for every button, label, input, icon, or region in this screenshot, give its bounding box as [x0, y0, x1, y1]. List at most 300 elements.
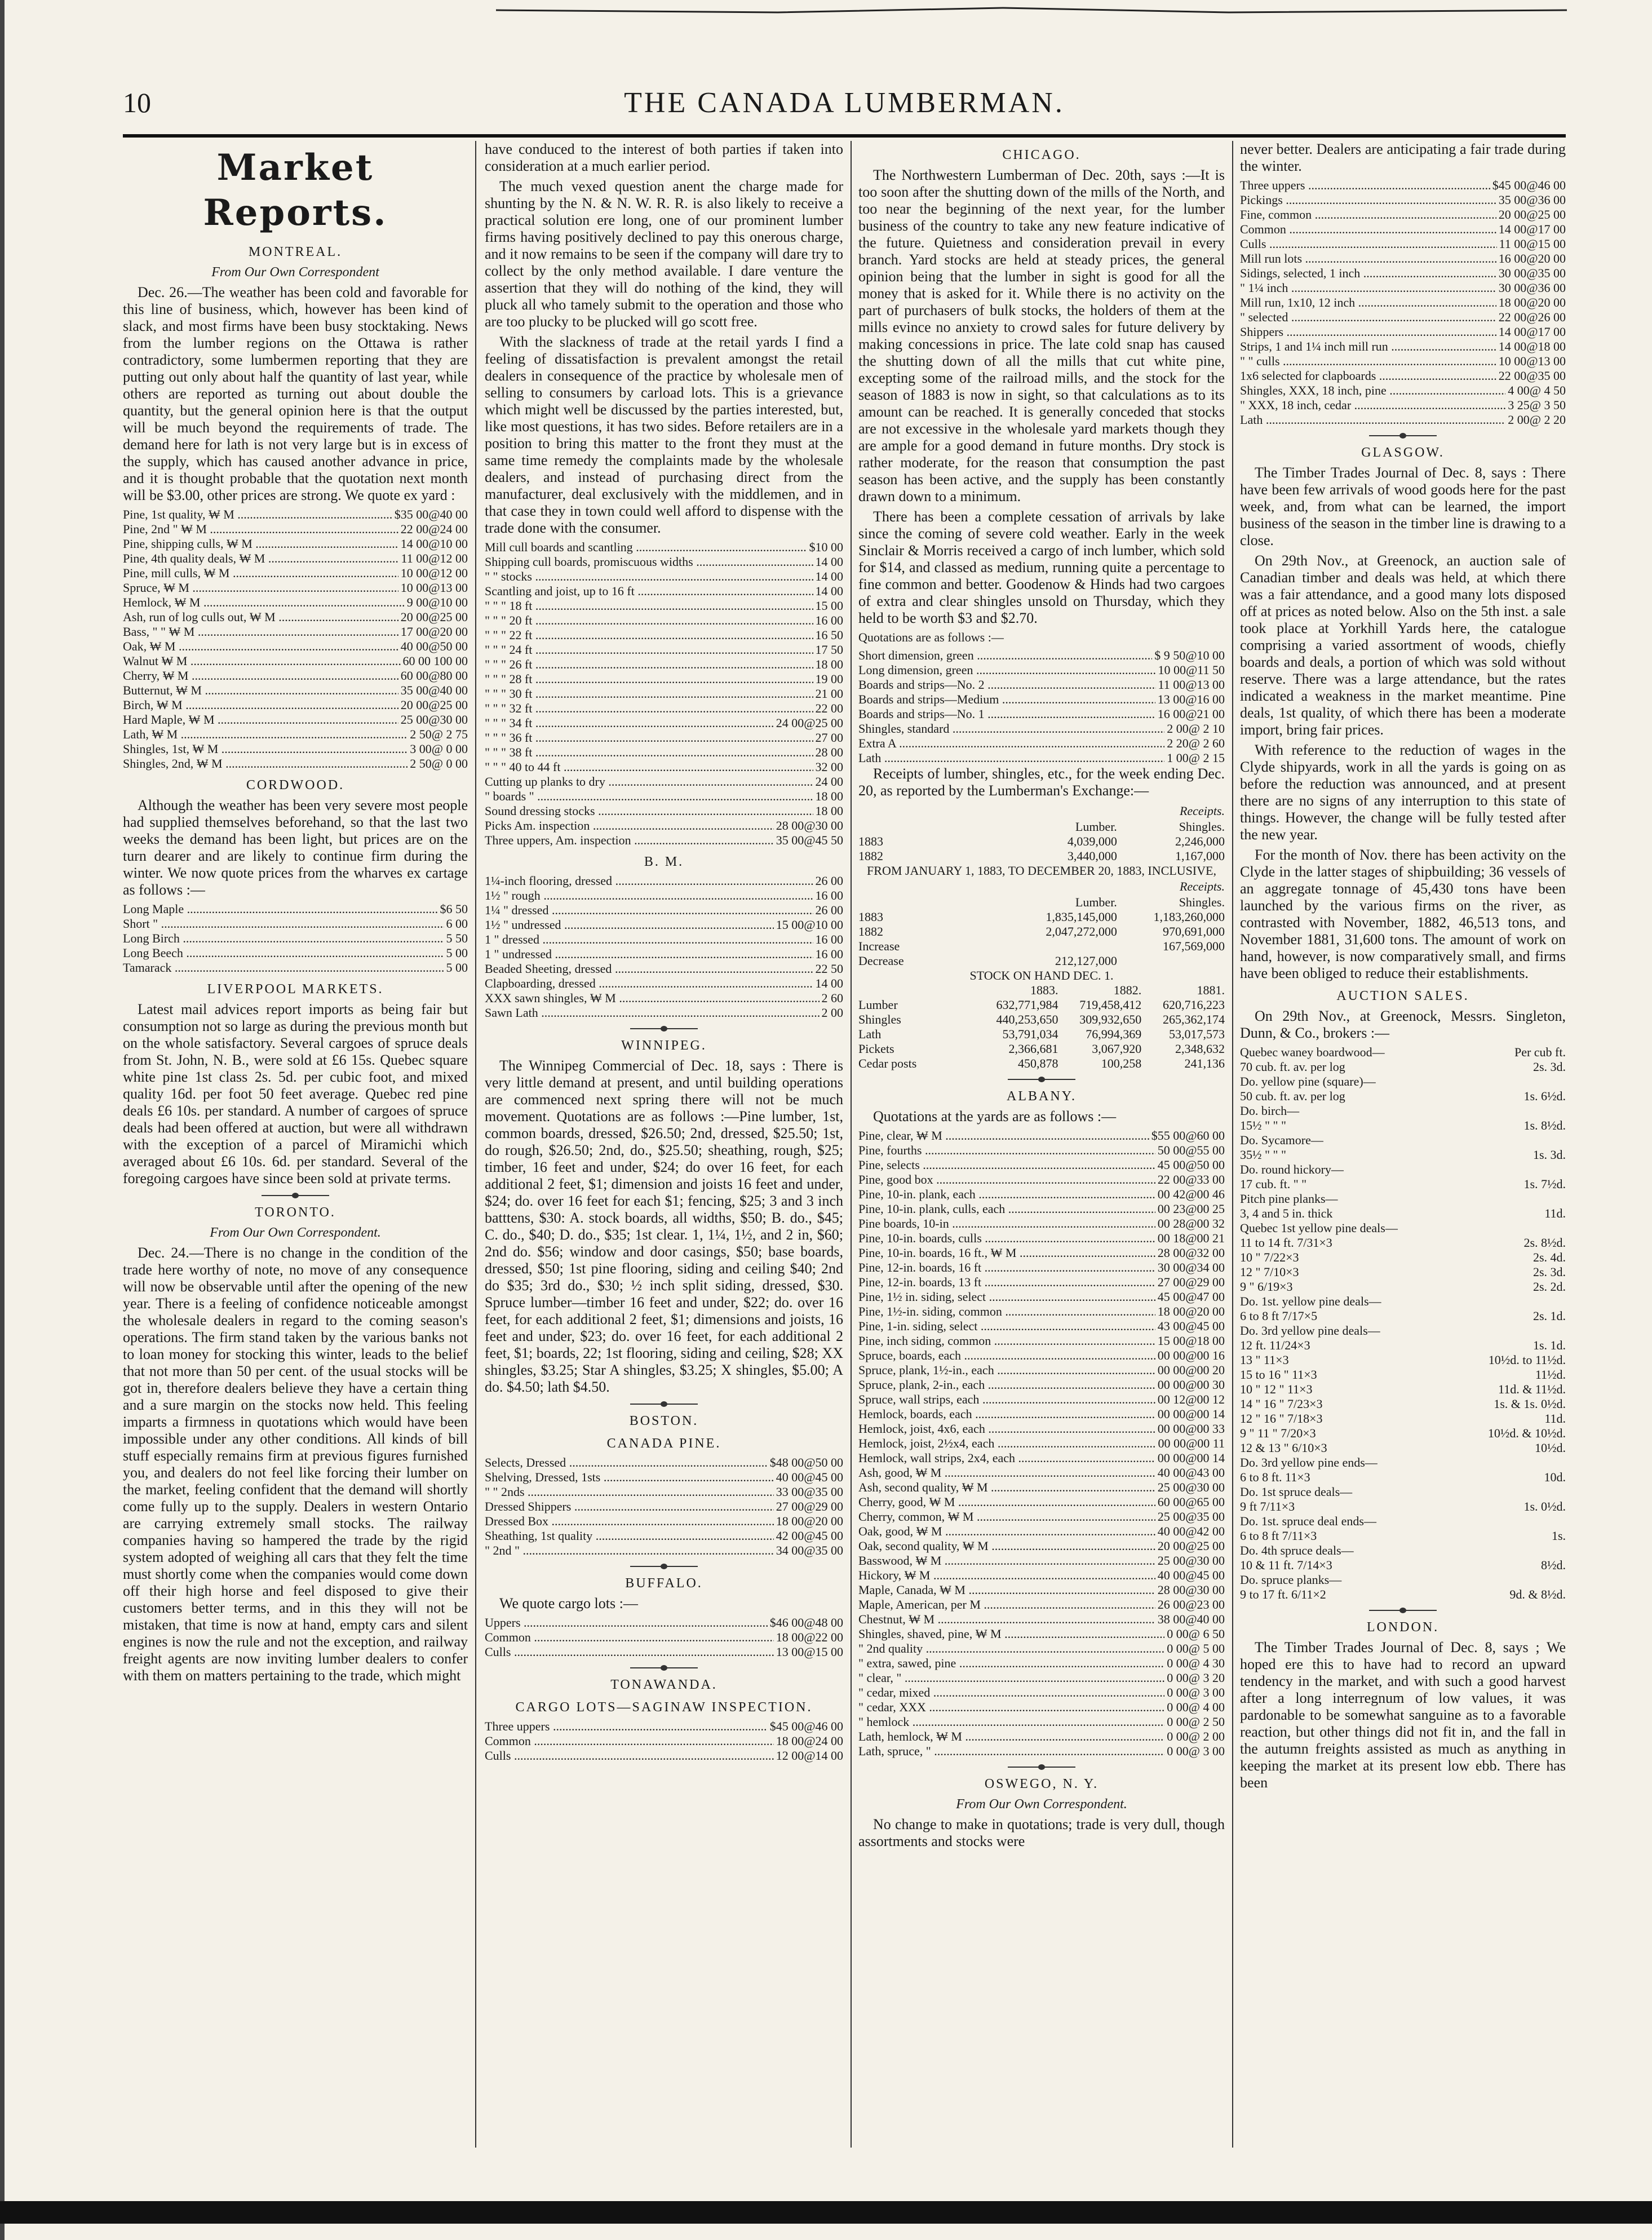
- table-cell: [858, 820, 1009, 834]
- price-row: [1240, 266, 1566, 281]
- price-row: [123, 669, 468, 683]
- price-value: 9 00@10 00: [406, 595, 468, 609]
- price-item: 1¼-inch flooring, dressed .....: [485, 874, 813, 888]
- price-value: 38 00@40 00: [1157, 1612, 1225, 1626]
- price-row: [858, 1187, 1225, 1202]
- price-row: [123, 595, 468, 610]
- price-row: [858, 648, 1225, 663]
- table-cell: [1430, 1192, 1566, 1206]
- price-item: Spruce, ₩ M .....: [123, 581, 398, 595]
- table-row: [858, 820, 1225, 834]
- price-item: " " " 38 ft .....: [485, 745, 813, 760]
- section-divider: [630, 1566, 698, 1567]
- price-value: 00 00@00 14: [1157, 1451, 1225, 1465]
- table-cell: 2,246,000: [1175, 834, 1225, 848]
- price-row: [858, 751, 1225, 765]
- price-value: 40 00@45 00: [776, 1470, 843, 1484]
- price-row: [1240, 251, 1566, 266]
- price-value: 12 00@14 00: [776, 1748, 843, 1763]
- price-item: " 1¼ inch .....: [1240, 281, 1496, 295]
- stock-caption: STOCK ON HAND DEC. 1.: [969, 968, 1114, 982]
- price-item: Pine, mill culls, ₩ M .....: [123, 566, 398, 581]
- section-divider: [630, 1667, 698, 1668]
- price-row: [485, 976, 843, 991]
- price-value: 20 00@25 00: [400, 698, 468, 712]
- oswego-report: No change to make in quotations; trade is very dull, though assortments and stocks were: [858, 1816, 1225, 1849]
- price-value: 28 00@32 00: [1157, 1246, 1225, 1260]
- price-row: [485, 599, 843, 613]
- table-cell: [1430, 1573, 1566, 1587]
- price-value: 14 00@17 00: [1498, 222, 1566, 236]
- toronto-report: Dec. 24.—There is no change in the condition of the trade here worthy of note, no move of any consequence will now be observable until after the opening of the new year. There is a feeling of confidence noticeable amongst the wholesale dealers in regard to the coming season's operations. The firm stand taken by the various banks not to loan money for stocking this winter, leads to the belief that not more than 50 per cent. of the usual stocks will be got in, therefore dealers believe they have a certain thing and a sure margin on the stocks now held. This feeling imparts a firmness in quotations which would have been impossible under any other conditions. All kinds of bill stuff especially remains firm at previous figures furnished you, and dealers do not feel like forcing their lumber on the market, feeling confident that the demand will shortly come fully up to the supply. Dealers in western Ontario are carrying extremely small stocks. The railway companies having so hampered the trade by the rigid system adopted of weighing all cars that they felt the time must shortly come when the companies would come down off their high horse and feel disposed to give their customers better terms, and in this they will not be mistaken, that time is now at hand, empty cars and silent engines is now the rule and not the exception, and railway freight agents are now inviting lumber dealers to confer with them on matters pertaining to the trade, which might: [123, 1245, 468, 1684]
- price-item: Mill cull boards and scantling .....: [485, 540, 807, 555]
- price-row: [485, 888, 843, 903]
- table-cell: Lumber.: [1075, 895, 1117, 909]
- table-cell: [858, 895, 1009, 910]
- price-row: [858, 1597, 1225, 1612]
- column-3: [858, 141, 1225, 2148]
- toronto-heading: TORONTO.: [255, 1205, 336, 1220]
- price-value: 16 00: [815, 932, 843, 946]
- price-row: [1240, 369, 1566, 383]
- price-item: Boards and strips—Medium .....: [858, 692, 1155, 707]
- price-value: 0 00@ 3 00: [1167, 1744, 1225, 1758]
- price-value: 5 50: [446, 931, 468, 945]
- price-row: [858, 1744, 1225, 1759]
- price-item: Chestnut, ₩ M .....: [858, 1612, 1155, 1627]
- price-item: Hickory, ₩ M .....: [858, 1568, 1155, 1583]
- price-item: Shingles, XXX, 18 inch, pine .....: [1240, 383, 1505, 398]
- price-item: Long dimension, green .....: [858, 663, 1156, 678]
- table-cell: Do. yellow pine (square)—: [1240, 1074, 1376, 1088]
- price-row: [485, 874, 843, 888]
- price-item: Hemlock, ₩ M .....: [123, 595, 405, 610]
- table-row: [1240, 1294, 1566, 1309]
- price-value: 0 00@ 2 50: [1167, 1715, 1225, 1729]
- price-row: [858, 1436, 1225, 1451]
- table-cell: Do. 1st spruce deals—: [1240, 1485, 1353, 1499]
- price-value: 21 00: [815, 687, 843, 701]
- oswego-price-list: [1240, 178, 1566, 427]
- price-row: [485, 687, 843, 701]
- table-cell: 1s. 6½d.: [1523, 1089, 1566, 1103]
- price-value: 15 00: [815, 599, 843, 613]
- table-cell: [858, 983, 975, 998]
- table-row: [858, 1056, 1225, 1071]
- price-item: Dressed Shippers .....: [485, 1499, 774, 1514]
- price-value: 30 00@36 00: [1498, 281, 1566, 295]
- price-item: Culls .....: [485, 1748, 774, 1763]
- table-row: [1240, 1221, 1566, 1236]
- price-value: 2 00@ 2 10: [1167, 721, 1225, 736]
- price-item: Culls .....: [1240, 237, 1497, 251]
- price-item: " " " 30 ft .....: [485, 687, 813, 701]
- table-cell: Do. Sycamore—: [1240, 1133, 1323, 1147]
- ytd-caption: FROM JANUARY 1, 1883, TO DECEMBER 20, 1883, INCLUSIVE,: [867, 864, 1216, 878]
- price-item: Beaded Sheeting, dressed .....: [485, 962, 813, 976]
- table-row: [858, 1012, 1225, 1027]
- toronto-report-cont: have conduced to the interest of both parties if taken into consideration at a much earlier period.: [485, 141, 843, 174]
- price-item: Ash, good, ₩ M .....: [858, 1466, 1155, 1480]
- price-item: Short dimension, green .....: [858, 648, 1152, 663]
- price-item: " clear, " .....: [858, 1671, 1164, 1685]
- glasgow-heading: GLASGOW.: [1361, 445, 1445, 460]
- table-cell: 11½d.: [1535, 1367, 1566, 1382]
- price-row: [123, 931, 468, 946]
- table-cell: 167,569,000: [1162, 939, 1225, 953]
- table-cell: Quebec 1st yellow pine deals—: [1240, 1221, 1398, 1235]
- table-row: [1240, 1587, 1566, 1602]
- price-row: [858, 1246, 1225, 1260]
- price-row: [485, 716, 843, 731]
- price-item: Pine, 1st quality, ₩ M .....: [123, 507, 392, 522]
- price-item: Pine, 12-in. boards, 16 ft .....: [858, 1260, 1155, 1275]
- table-cell: [1430, 1455, 1566, 1470]
- price-item: Scantling and joist, up to 16 ft .....: [485, 584, 813, 599]
- price-value: 14 00: [815, 555, 843, 569]
- table-cell: 35½ " " ": [1240, 1148, 1286, 1162]
- price-item: Sidings, selected, 1 inch .....: [1240, 266, 1496, 281]
- price-row: [1240, 178, 1566, 193]
- price-value: 30 00@34 00: [1157, 1260, 1225, 1274]
- chicago-arrivals: There has been a complete cessation of arrivals by lake since the coming of severe cold weather. Early in the week Sinclair & Morris received a cargo of inch lumber, which sold for $14, and classed as medium, running quite a percentage to fine common and better. Goodenow & Hinds had two cargoes of extra and clear shingles unsold on Thursday, which they held to be worth $3 and $2.70.: [858, 508, 1225, 626]
- table-cell: 4,039,000: [1067, 834, 1117, 848]
- price-value: 11 00@12 00: [401, 551, 468, 565]
- price-value: $46 00@48 00: [769, 1615, 843, 1630]
- price-value: $45 00@46 00: [769, 1719, 843, 1733]
- montreal-heading: MONTREAL.: [248, 245, 343, 259]
- price-value: 0 00@ 4 30: [1167, 1656, 1225, 1670]
- table-cell: 17 cub. ft. " ": [1240, 1177, 1307, 1191]
- price-value: 26 00@23 00: [1157, 1597, 1225, 1612]
- section-divider: [1008, 1079, 1075, 1080]
- table-cell: 620,716,223: [1163, 998, 1225, 1012]
- table-cell: 1s. 3d.: [1533, 1148, 1566, 1162]
- price-item: " " " 26 ft .....: [485, 657, 813, 672]
- table-cell: 11d.: [1544, 1206, 1566, 1220]
- price-item: Three uppers, Am. inspection .....: [485, 833, 774, 848]
- table-row: [1240, 1236, 1566, 1250]
- price-value: 00 23@00 25: [1157, 1202, 1225, 1216]
- price-row: [485, 818, 843, 833]
- price-value: 14 00@17 00: [1498, 325, 1566, 339]
- column-rule: [851, 141, 852, 2148]
- table-cell: [1009, 939, 1117, 954]
- table-row: [1240, 1455, 1566, 1470]
- price-row: [485, 760, 843, 774]
- table-cell: 1882.: [1113, 983, 1142, 997]
- table-row: [1240, 1382, 1566, 1397]
- table-cell: 6 to 8 ft. 11×3: [1240, 1470, 1310, 1484]
- price-value: 17 50: [815, 643, 843, 657]
- price-item: Birch, ₩ M .....: [123, 698, 398, 712]
- price-row: [858, 1583, 1225, 1597]
- receipts-label: Receipts.: [1179, 804, 1225, 818]
- oswego-byline: From Our Own Correspondent.: [956, 1797, 1127, 1812]
- price-row: [485, 628, 843, 643]
- price-row: [858, 1334, 1225, 1348]
- price-item: Sawn Lath .....: [485, 1006, 820, 1020]
- price-row: [858, 1216, 1225, 1231]
- price-value: 0 00@ 3 20: [1167, 1671, 1225, 1685]
- price-item: Shingles, standard .....: [858, 721, 1164, 736]
- price-value: 35 00@45 50: [776, 833, 843, 847]
- price-row: [1240, 207, 1566, 222]
- table-row: [1240, 1543, 1566, 1558]
- price-item: Hard Maple, ₩ M .....: [123, 712, 398, 727]
- section-divider: [262, 1195, 329, 1196]
- price-value: 27 00@29 00: [1157, 1275, 1225, 1289]
- winnipeg-heading: WINNIPEG.: [621, 1038, 707, 1053]
- table-cell: 9 ft 7/11×3: [1240, 1499, 1295, 1513]
- table-row: [1240, 1074, 1566, 1089]
- price-value: 60 00@65 00: [1157, 1495, 1225, 1509]
- table-row: [1240, 1060, 1566, 1074]
- cordwood-report: Although the weather has been very severe most people had supplied themselves beforehand, so that the last two weeks the demand has been light, but prices are on the turn dearer and are likely to continue firm during the winter. We now quote prices from the wharves ex cartage as follows :—: [123, 797, 468, 898]
- price-value: 18 00@22 00: [776, 1630, 843, 1644]
- price-value: 27 00@29 00: [776, 1499, 843, 1513]
- price-row: [485, 584, 843, 599]
- table-cell: [1430, 1074, 1566, 1089]
- table-cell: 1s. 7½d.: [1523, 1177, 1566, 1191]
- table-cell: 76,994,369: [1086, 1027, 1142, 1041]
- price-value: 00 42@00 46: [1157, 1187, 1225, 1201]
- price-item: Lath, hemlock, ₩ M .....: [858, 1729, 1164, 1744]
- price-row: [1240, 281, 1566, 295]
- price-value: 13 00@16 00: [1157, 692, 1225, 706]
- price-item: Lath .....: [1240, 413, 1505, 427]
- price-value: 40 00@50 00: [400, 639, 468, 653]
- table-cell: 12 & 13 " 6/10×3: [1240, 1441, 1327, 1455]
- table-cell: 14 " 16 " 7/23×3: [1240, 1397, 1323, 1411]
- table-cell: Increase: [858, 939, 900, 953]
- table-cell: 11d.: [1544, 1411, 1566, 1426]
- table-row: [858, 895, 1225, 910]
- table-cell: 1s. & 1s. 0½d.: [1494, 1397, 1566, 1411]
- price-item: Ash, second quality, ₩ M .....: [858, 1480, 1155, 1495]
- table-cell: Do. 4th spruce deals—: [1240, 1543, 1354, 1557]
- table-cell: 13 " 11×3: [1240, 1353, 1289, 1367]
- price-row: [485, 701, 843, 716]
- price-row: [485, 1455, 843, 1470]
- buffalo-heading: BUFFALO.: [625, 1576, 703, 1591]
- price-row: [1240, 193, 1566, 207]
- greenock-auction-paragraph: On 29th Nov., at Greenock, an auction sale of Canadian timber and deals was held, at which there was a fair attendance, and a good many lots disposed off at prices as noted below. Also on the 5th inst. a sale took place at Yorkhill Yards here, the catalogue comprising a varied assortment of woods, chiefly boards and deals, a portion of which was sold without reserve. There was a large attendance, but the rates indicated a weakness in the market meantime. Pine deals, 1st quality, of which there has been a moderate import, bring fair prices.: [1240, 552, 1566, 738]
- london-heading: LONDON.: [1366, 1620, 1440, 1635]
- price-item: Pine, 12-in. boards, 13 ft .....: [858, 1275, 1155, 1290]
- table-row: [1240, 1485, 1566, 1499]
- price-row: [123, 917, 468, 931]
- table-cell: Pickets: [858, 1042, 894, 1056]
- price-item: Shelving, Dressed, 1sts .....: [485, 1470, 774, 1485]
- price-row: [485, 991, 843, 1006]
- price-item: Spruce, plank, 2-in., each .....: [858, 1378, 1155, 1392]
- table-cell: [1430, 1133, 1566, 1148]
- table-row: [1240, 1162, 1566, 1177]
- price-item: Shippers .....: [1240, 325, 1496, 339]
- table-cell: [1430, 1162, 1566, 1177]
- table-cell: 1,835,145,000: [1046, 910, 1117, 924]
- price-item: XXX sawn shingles, ₩ M .....: [485, 991, 820, 1006]
- price-item: Lath .....: [858, 751, 1164, 765]
- price-row: [123, 712, 468, 727]
- price-row: [485, 1006, 843, 1020]
- price-item: Spruce, boards, each .....: [858, 1348, 1155, 1363]
- price-item: " 2nd quality .....: [858, 1641, 1164, 1656]
- bm-heading: B. M.: [644, 855, 684, 869]
- price-value: 2 60: [821, 991, 843, 1005]
- price-item: Maple, Canada, ₩ M .....: [858, 1583, 1155, 1597]
- table-cell: Do. spruce planks—: [1240, 1573, 1342, 1587]
- price-item: Ash, run of log culls out, ₩ M .....: [123, 610, 398, 625]
- table-row: [1240, 1280, 1566, 1294]
- auction-sales-heading: AUCTION SALES.: [1336, 989, 1469, 1003]
- table-cell: Do. 3rd yellow pine ends—: [1240, 1455, 1378, 1469]
- price-row: [858, 1128, 1225, 1143]
- shipbuilding-paragraph: For the month of Nov. there has been activity on the Clyde in the latter stages of shipbuilding; 36 vessels of an aggregate tonnage of 45,430 tons have been launched by the various firms on the river, as contrasted with November, 1882, 46,513 tons, and November 1881, 31,600 tons. The amount of work on hand, however, is now comparatively small, and firms have been obliged to reduce their establishments.: [1240, 847, 1566, 981]
- price-item: Hemlock, boards, each .....: [858, 1407, 1155, 1422]
- table-cell: 10½d.: [1535, 1441, 1566, 1455]
- table-cell: 1s. 1d.: [1533, 1338, 1566, 1352]
- tonawanda-subheading: CARGO LOTS—SAGINAW INSPECTION.: [515, 1700, 813, 1715]
- price-row: [1240, 354, 1566, 369]
- table-cell: 6 to 8 ft 7/11×3: [1240, 1529, 1317, 1543]
- price-value: 2 00@ 2 20: [1508, 413, 1566, 427]
- table-cell: 3,440,000: [1067, 849, 1117, 863]
- price-item: Common .....: [1240, 222, 1496, 237]
- price-item: Pine, clear, ₩ M .....: [858, 1128, 1149, 1143]
- price-item: " " stocks .....: [485, 569, 813, 584]
- table-cell: Lath: [858, 1027, 882, 1041]
- montreal-report: Dec. 26.—The weather has been cold and favorable for this line of business, which, however has been kind of slack, and most firms have been busy stocktaking. News from the lumber regions on the Ottawa is rather contradictory, some lumbermen reporting that they are putting out only about half the quantity of last year, while others are reported as turning out about double the quantity, but the general opinion here is that the output will be much beyond the requirements of trade. The demand here for lath is not very large but is in excess of the supply, which has caused another advance in price, and it is thought probable that the quotation next month will be $3.00, other prices are strong. We quote ex yard :: [123, 284, 468, 503]
- price-value: 43 00@45 00: [1157, 1319, 1225, 1333]
- price-item: Selects, Dressed .....: [485, 1455, 768, 1470]
- price-item: Pine, inch siding, common .....: [858, 1334, 1155, 1348]
- price-row: [858, 1158, 1225, 1172]
- table-cell: 15 to 16 " 11×3: [1240, 1367, 1317, 1382]
- montreal-byline: From Our Own Correspondent: [211, 265, 379, 280]
- price-value: 14 00@10 00: [400, 537, 468, 551]
- receipts-label: Receipts.: [1179, 879, 1225, 893]
- price-item: " " " 20 ft .....: [485, 613, 813, 628]
- table-row: [1240, 1250, 1566, 1265]
- price-value: 00 00@00 33: [1157, 1422, 1225, 1436]
- table-row: [858, 849, 1225, 864]
- price-row: [1240, 237, 1566, 251]
- price-value: 00 00@00 16: [1157, 1348, 1225, 1362]
- price-value: 0 00@ 3 00: [1167, 1685, 1225, 1699]
- price-row: [858, 1539, 1225, 1553]
- price-value: 18 00: [815, 804, 843, 818]
- price-item: Fine, common .....: [1240, 207, 1496, 222]
- price-item: 1½ " rough .....: [485, 888, 813, 903]
- table-cell: Per cub ft.: [1514, 1045, 1566, 1059]
- winnipeg-report: The Winnipeg Commercial of Dec. 18, says : There is very little demand at present, and until building operations are commenced next spring there will not be much movement. Quotations are as follows :—Pine lumber, 1st, common boards, dressed, $26.50; 2nd, dressed, $25.50; 1st, do rough, $26.50; 2nd, do., $25.50; sheathing, rough, $25; timber, 16 feet and under, $24; do over 16 feet, for each additional 2 feet, $1; dimension and joists 16 feet and under, $24; do. over 16 feet for each $1; fencing, $25; 3 and 3 inch batttens, $30: A. stock boards, all widths, $50; B. do., $45; C. do., $40; D. do., $35; 1st clear. 1, 1¼, 1½, and 2 in, $60; 2nd do. $56; window and door casings, $50; base boards, dressed, $50; 1st pine flooring, siding and ceiling $40; 2nd do $35; 3rd do., $30; ½ inch split siding, dressed, $30. Spruce lumber—timber 16 feet and under, $22; do. over 16 feet, for each additional 2 feet, $1; dimensions and joists, 16 feet and under, $23; do. over 16 feet, for each additional 2 feet, $1; boards, 22; 1st flooring, siding and ceiling, $28; XX shingles, $3.25; Star A shingles, $3.25; X shingles, $5.00; A do. $4.50; lath $4.50.: [485, 1057, 843, 1395]
- price-item: Pine, 10-in. plank, culls, each .....: [858, 1202, 1155, 1216]
- table-row: [858, 939, 1225, 954]
- price-value: 33 00@35 00: [776, 1485, 843, 1499]
- price-value: 16 00@21 00: [1157, 707, 1225, 721]
- price-item: Hemlock, joist, 4x6, each .....: [858, 1422, 1155, 1436]
- price-item: Short " .....: [123, 917, 444, 931]
- price-row: [123, 639, 468, 654]
- price-row: [123, 902, 468, 917]
- table-row: [1240, 1514, 1566, 1529]
- section-divider: [1008, 1767, 1075, 1768]
- table-row: [1240, 1265, 1566, 1280]
- table-row: [1240, 1206, 1566, 1221]
- price-row: [123, 946, 468, 960]
- table-cell: 970,691,000: [1162, 924, 1225, 939]
- page-header: [123, 82, 1566, 132]
- table-cell: Lumber.: [1075, 820, 1117, 834]
- table-cell: 10½d. to 11½d.: [1488, 1353, 1566, 1367]
- price-value: 24 00@25 00: [776, 716, 843, 730]
- table-cell: 2,047,272,000: [1046, 924, 1117, 939]
- table-cell: 53,017,573: [1169, 1027, 1225, 1041]
- price-value: 30 00@35 00: [1498, 266, 1566, 280]
- table-cell: 1883.: [1030, 983, 1058, 997]
- price-row: [485, 903, 843, 918]
- price-item: " cedar, mixed .....: [858, 1685, 1164, 1700]
- price-row: [485, 1470, 843, 1485]
- price-item: Pickings .....: [1240, 193, 1496, 207]
- table-cell: [1430, 1514, 1566, 1529]
- price-value: $ 9 50@10 00: [1154, 648, 1225, 662]
- boston-heading: BOSTON.: [629, 1414, 699, 1428]
- table-cell: 10 " 7/22×3: [1240, 1250, 1299, 1264]
- table-cell: Do. 1st. spruce deal ends—: [1240, 1514, 1376, 1528]
- table-cell: 1,183,260,000: [1153, 910, 1225, 924]
- price-item: " " " 34 ft .....: [485, 716, 774, 731]
- price-item: " hemlock .....: [858, 1715, 1164, 1729]
- price-row: [485, 731, 843, 745]
- table-cell: [1430, 1485, 1566, 1499]
- table-cell: 9d. & 8½d.: [1509, 1587, 1566, 1601]
- price-row: [485, 1645, 843, 1659]
- price-item: Common .....: [485, 1734, 774, 1748]
- price-item: Culls .....: [485, 1645, 774, 1659]
- price-row: [858, 1172, 1225, 1187]
- liverpool-heading: LIVERPOOL MARKETS.: [207, 982, 384, 997]
- price-item: Extra A .....: [858, 736, 1164, 751]
- table-row: [858, 1027, 1225, 1042]
- price-row: [485, 657, 843, 672]
- table-cell: [1430, 1543, 1566, 1558]
- price-item: " boards " .....: [485, 789, 813, 804]
- price-row: [1240, 310, 1566, 325]
- table-row: [1240, 1089, 1566, 1104]
- price-value: 28 00: [815, 745, 843, 759]
- table-cell: 11d. & 11½d.: [1498, 1382, 1566, 1396]
- scan-mark-top: [496, 0, 1567, 23]
- price-item: Pine, 1½-in. siding, common .....: [858, 1304, 1155, 1319]
- market-reports-heading: Market Reports.: [203, 147, 388, 234]
- price-value: 16 00@20 00: [1498, 251, 1566, 265]
- price-item: " " " 28 ft .....: [485, 672, 813, 687]
- buffalo-intro: We quote cargo lots :—: [499, 1595, 638, 1612]
- price-item: Oak, second quality, ₩ M .....: [858, 1539, 1155, 1553]
- table-row: [1240, 1529, 1566, 1543]
- price-value: 5 00: [446, 946, 468, 960]
- table-row: [1240, 1177, 1566, 1192]
- price-value: 14 00: [815, 976, 843, 990]
- increase-table: [858, 939, 1225, 968]
- table-row: [858, 924, 1225, 939]
- price-value: 0 00@ 2 00: [1167, 1729, 1225, 1743]
- price-row: [858, 721, 1225, 736]
- price-value: 22 00@33 00: [1157, 1172, 1225, 1187]
